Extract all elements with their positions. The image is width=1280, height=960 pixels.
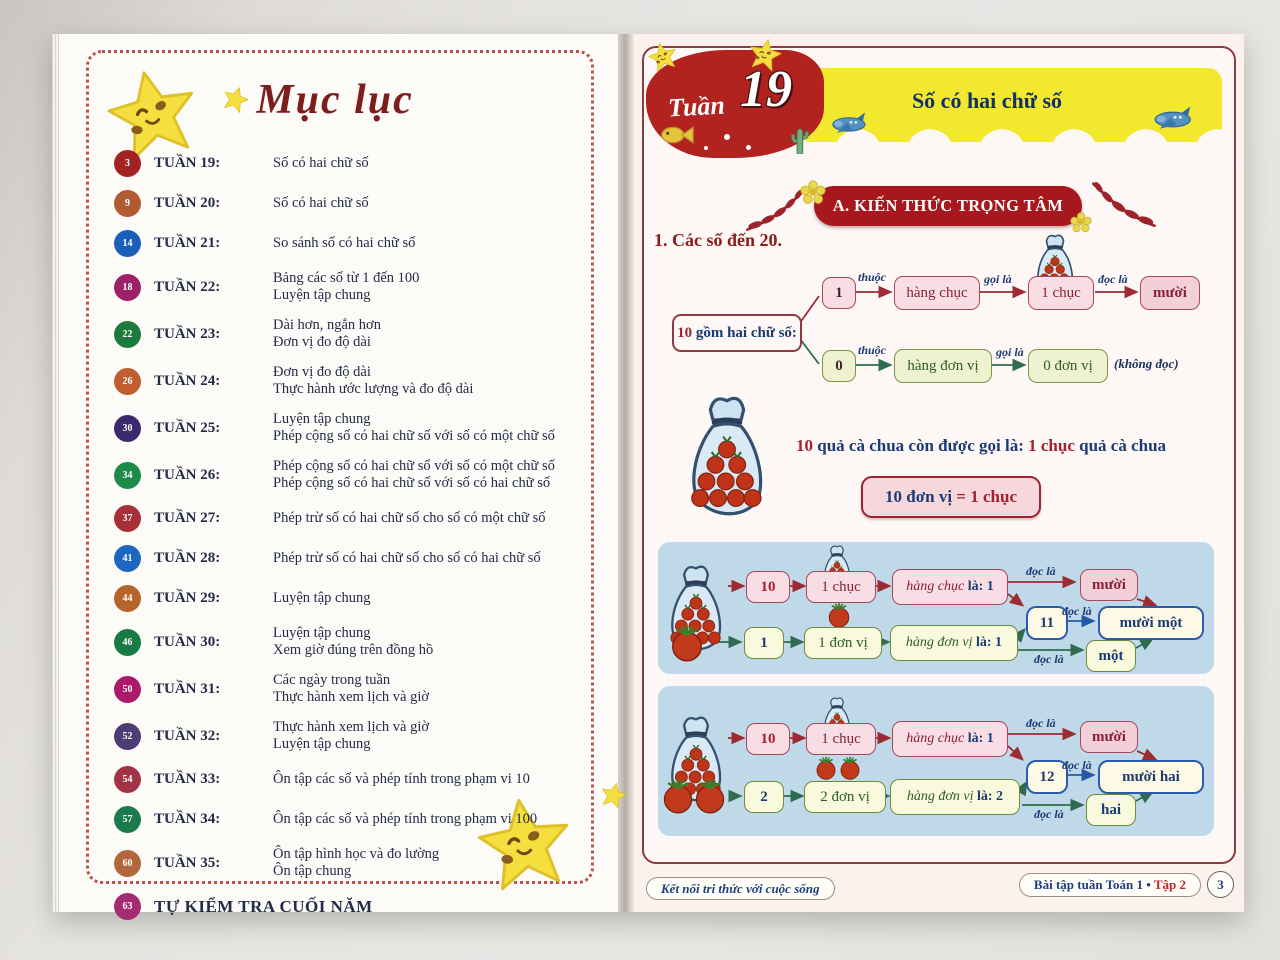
toc-page-badge: 14 (114, 230, 141, 257)
toc-page-badge: 54 (114, 766, 141, 793)
box-hang-don-vi-la-1: hàng đơn vị là: 1 (890, 625, 1018, 661)
toc-page-badge: 22 (114, 321, 141, 348)
box-10: 10 (746, 723, 790, 755)
toc-page-badge: 50 (114, 676, 141, 703)
box-1-chuc: 1 chục (1028, 276, 1094, 310)
unit-equivalence-box: 10 đơn vị = 1 chục (861, 476, 1041, 518)
toc-row (114, 893, 574, 920)
toc-entry-title: Luyện tập chung (273, 625, 371, 641)
box-hang-chuc: hàng chục (894, 276, 980, 310)
toc-entry-title: Các ngày trong tuần (273, 672, 391, 688)
fact-line: 10 quả cà chua còn được gọi là: 1 chục quả cà chua (796, 436, 1167, 455)
toc-row (114, 766, 574, 793)
toc-row (114, 545, 574, 572)
toc-entry-title: Ôn tập các số và phép tính trong phạm vi 10 (273, 771, 530, 787)
toc-week-label: TUẦN 23: (154, 325, 221, 342)
left-page (52, 34, 618, 916)
digits-diagram (646, 234, 1226, 392)
dot-decoration (746, 145, 751, 150)
box-muoi: mười (1080, 721, 1138, 753)
toc-row: 18 TUẦN 22: Bảng các số từ 1 đến 100 Luyện tập chung (114, 270, 574, 304)
week-number: 19 (740, 61, 792, 118)
box-muoi-mot: mười một (1098, 606, 1204, 640)
toc-row (114, 505, 574, 532)
toc-entry-title: Phép trừ số có hai chữ số cho số có hai chữ số (273, 550, 541, 566)
toc-row: 60 TUẦN 35: Ôn tập hình học và đo lường Ôn tập chung (114, 846, 574, 880)
toc-page-badge: 60 (114, 850, 141, 877)
relation-label: đọc là (1098, 272, 1128, 286)
relation-label: đọc là (1026, 564, 1056, 578)
toc-page-badge: 37 (114, 505, 141, 532)
toc-week-label: TUẦN 31: (154, 680, 221, 697)
toc-page-badge: 41 (114, 545, 141, 572)
tomato-icon (814, 756, 838, 780)
box-11: 11 (1026, 606, 1068, 640)
toc-week-label: TUẦN 33: (154, 771, 221, 787)
week-word: Tuần (667, 90, 726, 123)
box-0-don-vi: 0 đơn vị (1028, 349, 1108, 383)
box-digit-0: 0 (822, 350, 856, 382)
toc-page-badge: 30 (114, 415, 141, 442)
toc-week-label: TUẦN 22: (154, 278, 221, 295)
tomato-fact-section (646, 386, 1226, 528)
tomato-icon (826, 602, 852, 628)
toc-page-badge: 63 (114, 893, 141, 920)
relation-label: thuộc (858, 270, 887, 284)
toc-row (114, 230, 574, 257)
flower-icon (800, 180, 826, 206)
toc-entry-title: Ôn tập hình học và đo lường (273, 846, 440, 862)
lesson-title: Số có hai chữ số (911, 88, 1063, 113)
series-title-pill: Bài tập tuần Toán 1 • Tập 2 (1019, 873, 1201, 897)
box-1-don-vi: 1 đơn vị (804, 627, 882, 659)
toc-page-badge: 52 (114, 723, 141, 750)
toc-page-badge: 26 (114, 368, 141, 395)
toc-entry-title: Số có hai chữ số (273, 155, 369, 171)
relation-label: đọc là (1034, 807, 1064, 821)
box-hai: hai (1086, 794, 1136, 826)
toc-week-label: TUẦN 32: (154, 727, 221, 744)
toc-entry-title: Thực hành xem lịch và giờ (273, 719, 430, 735)
toc-row: 46 TUẦN 30: Luyện tập chung Xem giờ đúng trên đồng hồ (114, 625, 574, 659)
relation-label: đọc là (1034, 652, 1064, 666)
box-muoi: mười (1140, 276, 1200, 310)
toc-entry-title: Phép cộng số có hai chữ số với số có một chữ số (273, 458, 555, 474)
open-book (52, 34, 1244, 916)
toc-week-label: TUẦN 20: (154, 195, 221, 211)
toc-row: 30 TUẦN 25: Luyện tập chung Phép cộng số có hai chữ số với số có một chữ số (114, 411, 574, 445)
box-muoi-hai: mười hai (1098, 760, 1204, 794)
toc-row (114, 190, 574, 217)
panel-eleven (658, 542, 1214, 674)
toc-entry-title: Phép trừ số có hai chữ số cho số có một chữ số (273, 510, 546, 526)
toc-entry-title: Số có hai chữ số (273, 195, 369, 211)
toc-page-badge: 46 (114, 629, 141, 656)
tomato-bag-icon (1032, 230, 1078, 276)
toc-entry-title: Luyện tập chung (273, 411, 371, 427)
box-1-chuc: 1 chục (806, 571, 876, 603)
relation-label: đọc là (1062, 758, 1092, 772)
toc-entry-title: Dài hơn, ngắn hơn (273, 317, 381, 333)
toc-row (114, 806, 574, 833)
box-muoi: mười (1080, 569, 1138, 601)
cactus-icon (788, 126, 810, 154)
toc-page-badge: 9 (114, 190, 141, 217)
relation-label: đọc là (1062, 604, 1092, 618)
toc-entry-title: Ôn tập các số và phép tính trong phạm vi 100 (273, 811, 538, 827)
toc-week-label: TUẦN 25: (154, 419, 221, 436)
toc-row (114, 150, 574, 177)
laurel-icon (744, 184, 808, 234)
section-heading: 1. Các số đến 20. (654, 230, 783, 250)
toc-week-label: TUẦN 29: (154, 590, 221, 606)
dot-decoration (724, 134, 730, 140)
box-1: 1 (744, 627, 784, 659)
toc-week-label: TUẦN 30: (154, 633, 221, 650)
toc-week-label: TUẦN 21: (154, 235, 221, 251)
toc-entry-title: Bảng các số từ 1 đến 100 (273, 270, 420, 286)
tomato-bag-icon (676, 388, 778, 516)
toc-week-label: TUẦN 34: (154, 811, 221, 827)
tomato-icon (660, 778, 696, 814)
box-12: 12 (1026, 760, 1068, 794)
toc-page-badge: 3 (114, 150, 141, 177)
toc-entry-title: Đơn vị đo độ dài (273, 364, 371, 380)
tomato-icon (668, 624, 706, 662)
relation-label: thuộc (858, 343, 887, 357)
note-khong-doc: (không đọc) (1114, 356, 1179, 371)
toc-week-label: TUẦN 27: (154, 510, 221, 526)
toc-entry-title: So sánh số có hai chữ số (273, 235, 416, 251)
box-2-don-vi: 2 đơn vị (804, 781, 886, 813)
toc-row: 22 TUẦN 23: Dài hơn, ngắn hơn Đơn vị đo độ dài (114, 317, 574, 351)
box-2: 2 (744, 781, 784, 813)
toc-week-label: TUẦN 24: (154, 372, 221, 389)
toc-row: 52 TUẦN 32: Thực hành xem lịch và giờ Luyện tập chung (114, 719, 574, 753)
relation-label: gọi là (984, 272, 1012, 286)
box-root: 10 gồm hai chữ số: (672, 314, 802, 352)
right-page (634, 34, 1244, 912)
dot-decoration (704, 146, 708, 150)
toc-week-label: TUẦN 35: (154, 854, 221, 871)
box-10: 10 (746, 571, 790, 603)
toc-row: 26 TUẦN 24: Đơn vị đo độ dài Thực hành ước lượng và đo độ dài (114, 364, 574, 398)
relation-label: gọi là (996, 345, 1024, 359)
banner-wave-edge (750, 129, 1224, 153)
publisher-slogan-pill: Kết nối tri thức với cuộc sống (646, 877, 835, 900)
tomato-icon (692, 778, 728, 814)
box-mot: một (1086, 640, 1136, 672)
table-of-contents (114, 150, 574, 920)
star-icon (645, 39, 682, 76)
box-hang-chuc-la-1: hàng chục là: 1 (892, 721, 1008, 757)
toc-row: 50 TUẦN 31: Các ngày trong tuần Thực hành xem lịch và giờ (114, 672, 574, 706)
panel-twelve (658, 686, 1214, 836)
toc-row: 34 TUẦN 26: Phép cộng số có hai chữ số với số có một chữ số Phép cộng số có hai chữ số với số có hai chữ số (114, 458, 574, 492)
section-badge: A. KIẾN THỨC TRỌNG TÂM (814, 186, 1082, 226)
relation-label: đọc là (1026, 716, 1056, 730)
box-digit-1: 1 (822, 277, 856, 309)
toc-week-label: TUẦN 26: (154, 466, 221, 483)
toc-week-label: TỰ KIỂM TRA CUỐI NĂM (154, 896, 373, 916)
toc-entry-title: Luyện tập chung (273, 590, 371, 606)
box-hang-chuc-la-1: hàng chục là: 1 (892, 569, 1008, 605)
toc-week-label: TUẦN 19: (154, 155, 221, 171)
week-blob (646, 50, 824, 158)
toc-row (114, 585, 574, 612)
book-spine (618, 34, 634, 912)
box-1-chuc: 1 chục (806, 723, 876, 755)
box-hang-don-vi-la-2: hàng đơn vị là: 2 (890, 779, 1020, 815)
toc-page-badge: 18 (114, 274, 141, 301)
tomato-icon (838, 756, 862, 780)
page-number-badge: 3 (1207, 871, 1234, 898)
toc-page-badge: 44 (114, 585, 141, 612)
box-hang-don-vi: hàng đơn vị (894, 349, 992, 383)
toc-page-badge: 34 (114, 462, 141, 489)
toc-page-badge: 57 (114, 806, 141, 833)
fish-icon (660, 124, 694, 146)
laurel-icon (1088, 176, 1158, 230)
toc-title: Mục lục (256, 77, 414, 123)
toc-week-label: TUẦN 28: (154, 550, 221, 566)
